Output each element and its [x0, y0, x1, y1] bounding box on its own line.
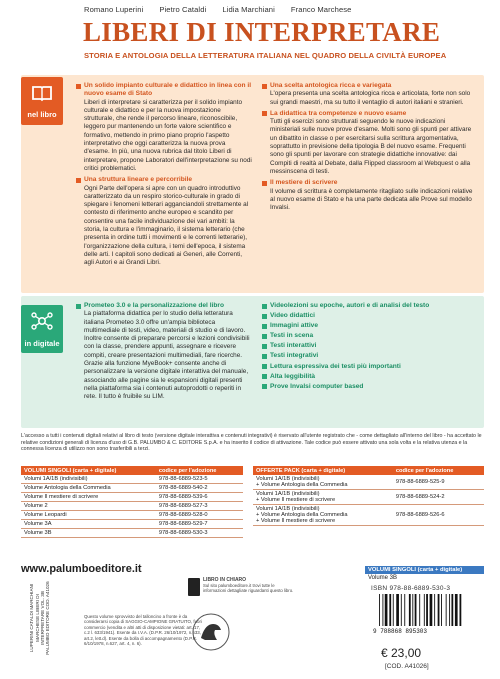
barcode-bar [441, 594, 442, 626]
volume-name: Volume Il mestiere di scrivere [21, 493, 156, 502]
adoption-code: 978-88-6889-528-0 [156, 511, 243, 520]
adoption-code: 978-88-6889-526-6 [393, 505, 484, 526]
barcode-bar [401, 594, 402, 626]
section-body: Liberi di interpretare si caratterizza per il solido impianto culturale e didattico e per la nuova impostazione strutturale, che rende il percorso lineare, riconoscibile, leggero pur mantenendo un forte valore scientifico e formativo, mettendo in primo piano proprio l'aspetto interpretativo che oggi caratterizza la nuova prova d'esame. In più, una nuova rubrica dal titolo Liberi di interpretare, propone Laboratori dell'interpretazione su nodi critici problematici. [84, 98, 252, 172]
legal-notice: Questo volume sprovvisto del talloncino a fronte è da considerarsi copia di SAGGIO-CAMPIONE GRATUITO, fuori commercio (vendita e altri atti di disposizione vietati: art. 17, c.2 l. 633/1941). Esente da I.V.A. (D.P.R. 26/10/1972, n.633, art.2, lett.d). Esente da bolla di accompagnamento (D.P.R. 6/10/1978, n.627, art. 4, n. 6). [84, 614, 202, 647]
volume-name: Volume Leopardi [21, 511, 156, 520]
table-row [21, 484, 243, 493]
nel-libro-label: nel libro [27, 109, 57, 119]
volume-name: Volumi 1A/1B (indivisibili) [21, 475, 156, 484]
adoption-code: 978-88-6889-527-3 [156, 502, 243, 511]
product-code: [COD. A41026] [385, 663, 429, 670]
bullet-square-icon [262, 314, 267, 319]
book-subtitle: STORIA E ANTOLOGIA DELLA LETTERATURA ITALIANA NEL QUADRO DELLA CIVILTÀ EUROPEA [84, 51, 447, 60]
barcode-bar [415, 594, 417, 626]
section-title: Prometeo 3.0 e la personalizzazione del libro [76, 302, 252, 310]
libro-in-chiaro-title: LIBRO IN CHIARO [203, 577, 247, 583]
table-row [21, 511, 243, 520]
bullet-square-icon [262, 374, 267, 379]
section-body: Tutti gli esercizi sono strutturati seguendo le nuove indicazioni ministeriali sulle nuove prove d'esame. Molti sono gli spunti per attivare un dibattito in classe o per esercitarsi sulla scrittura argomentativa, soprattutto in previsione della tipologia B del nuovo esame. Frequenti sono gli spunti per lavorare con strategie didattiche innovative: dai Compiti di realtà al Debate, dalla Flipped classroom al Webquest o alla messinscena di testi. [270, 118, 472, 175]
volume-name: Volume 3B [21, 529, 156, 538]
barcode-bar [438, 594, 440, 626]
bullet-square-icon [262, 111, 267, 116]
section-body: La piattaforma didattica per lo studio della letteratura italiana Prometeo 3.0 offre un'ampia biblioteca multimediale di testi, video, materiali di studio e di lavoro. Inoltre consente di preparare percorsi e lezioni condivisibili con la classe, prendere appunti, assegnare e ricevere compiti, creare presentazioni multimediali, fare ricerche. Grazie alla funzione MyeBook+ consente anche di personalizzare la versione digitale interattiva del manuale, associando alle pagine sia le espansioni digitali presenti nella piattaforma sia i contenuti autoprodotti o reperiti in rete. Il tutto è fruibile su LIM. [84, 310, 250, 401]
section-body: Ogni Parte dell'opera si apre con un quadro introduttivo caratterizzato da un respiro storico-culturale in grado di spiegare i fenomeni letterari agganciandoli strettamente al contesto di riferimento anche europeo e scandito per consentire una facile individuazione dei vari ambiti: la storia, la cultura e l'immaginario, il sistema letterario (che presenta in ordine tutti i movimenti e le correnti letterarie), l'organizzazione della cultura, i temi dell'epoca, il sistema delle arti. I capitoli sono dedicati ai Generi, alle Correnti, agli Autori e ai Grandi Libri. [84, 184, 249, 267]
list-item: Testi in scena [262, 332, 476, 340]
isbn: ISBN 978-88-6889-530-3 [371, 585, 451, 592]
bullet-square-icon [76, 178, 81, 183]
adoption-code: 978-88-6889-539-6 [156, 493, 243, 502]
bullet-square-icon [262, 384, 267, 389]
libro-in-chiaro-logo [188, 578, 200, 596]
barcode-bar [426, 594, 428, 626]
list-item: Videolezioni su epoche, autori e di analisi del testo [262, 302, 476, 310]
pack-contents: Volumi 1A/1B (indivisibili) + Volume Antologia della Commedia + Volume Il mestiere di scrivere [253, 505, 393, 526]
barcode-bar [379, 594, 380, 626]
section-title: Una scelta antologica ricca e variegata [262, 82, 476, 90]
back-volume-header: VOLUMI SINGOLI (carta + digitale) [365, 566, 484, 574]
adoption-code: 978-88-6889-525-9 [393, 475, 484, 490]
author: Franco Marchese [290, 5, 352, 14]
barcode-bar [455, 594, 458, 626]
author: Pietro Cataldi [159, 5, 207, 14]
adoption-code: 978-88-6889-524-2 [393, 490, 484, 505]
barcode-bar [460, 594, 462, 626]
adoption-code: 978-88-6889-530-3 [156, 529, 243, 538]
table-row [21, 502, 243, 511]
table-header: OFFERTE PACK (carta + digitale) [253, 466, 393, 475]
bullet-square-icon [262, 334, 267, 339]
section-body: L'opera presenta una scelta antologica ricca e articolata, forte non solo sui grandi maestri, ma su tutto il ventaglio di autori italiani e stranieri. [270, 90, 471, 106]
table-header-row [253, 466, 484, 475]
bullet-square-icon [262, 344, 267, 349]
in-digitale-right-column [262, 302, 476, 393]
table-row [253, 505, 484, 526]
digital-features-list [262, 302, 476, 391]
barcode-bar [434, 594, 435, 626]
barcode-bar [396, 594, 399, 626]
table-header-row [21, 466, 243, 475]
barcode-bar [389, 594, 391, 626]
volume-name: Volume 3A [21, 520, 156, 529]
table-row [253, 490, 484, 505]
pack-contents: Volumi 1A/1B (indivisibili) + Volume Il mestiere di scrivere [253, 490, 393, 505]
barcode-icon [371, 594, 483, 634]
bullet-square-icon [262, 84, 267, 89]
barcode-bar [446, 594, 447, 626]
adoption-code: 978-88-6889-529-7 [156, 520, 243, 529]
barcode-bar [419, 594, 420, 626]
volume-name: Volume Antologia della Commedia [21, 484, 156, 493]
bullet-square-icon [262, 181, 267, 186]
list-item: Lettura espressiva dei testi più importanti [262, 363, 476, 371]
list-item: Testi integrativi [262, 352, 476, 360]
table-row [21, 493, 243, 502]
table-row [253, 475, 484, 490]
in-digitale-left-column [76, 302, 252, 405]
nel-libro-right-column [262, 82, 476, 215]
in-digitale-tab [21, 305, 63, 353]
offerte-pack-table [253, 466, 484, 526]
table-header: codice per l'adozione [156, 466, 243, 475]
authors [84, 5, 484, 14]
publisher-website[interactable]: www.palumboeditore.it [21, 563, 142, 575]
back-volume-label [365, 566, 484, 582]
barcode-bar [449, 594, 450, 626]
pelican-logo-icon [191, 612, 231, 652]
barcode-bar [424, 594, 425, 626]
libro-in-chiaro [188, 578, 298, 596]
bullet-square-icon [262, 304, 267, 309]
table-row [21, 529, 243, 538]
table-row [21, 520, 243, 529]
pack-contents: Volumi 1A/1B (indivisibili) + Volume Antologia della Commedia [253, 475, 393, 490]
section-title: Un solido impianto culturale e didattico in linea con il nuovo esame di Stato [76, 82, 252, 99]
nel-libro-left-column [76, 82, 252, 271]
access-note: L'accesso a tutti i contenuti digitali relativi al libro di testo (versione digitale interattiva e contenuti integrativi) è riservato all'utente registrato che - come dettagliato all'interno del libro - ha accettato le relative condizioni generali di licenza d'uso di G.B. PALUMBO & C. EDITORE S.p.A. e ha inserito il codice di attivazione. Tale codice può essere attivato una sola volta e la relativa utenza e la connessa licenza di utilizzo non sono trasferibili a terzi. [21, 433, 482, 453]
list-item: Prove Invalsi computer based [262, 383, 476, 391]
section-title: Una struttura lineare e percorribile [76, 176, 252, 184]
barcode-number: 9 788868 895303 [373, 628, 428, 634]
adoption-code: 978-88-6889-523-5 [156, 475, 243, 484]
table-row [21, 475, 243, 484]
bullet-square-icon [76, 84, 81, 89]
list-item: Testi interattivi [262, 342, 476, 350]
palumbo-logo [188, 610, 234, 654]
volumi-singoli-table [21, 466, 243, 538]
table-header: VOLUMI SINGOLI (carta + digitale) [21, 466, 156, 475]
barcode-bar [404, 594, 405, 626]
adoption-code: 978-88-6889-540-2 [156, 484, 243, 493]
list-item: Video didattici [262, 312, 476, 320]
table-header: codice per l'adozione [393, 466, 484, 475]
back-volume-name: Volume 3B [368, 575, 398, 581]
barcode-bar [382, 594, 383, 626]
libro-in-chiaro-text: Sul sito palumboeditore.it trovi tutte le informazioni dettagliate riguardanti questo libro. [203, 583, 294, 594]
author: Romano Luperini [84, 5, 144, 14]
bullet-square-icon [76, 304, 81, 309]
network-icon [30, 311, 54, 336]
author: Lidia Marchiani [222, 5, 275, 14]
book-icon [31, 84, 53, 107]
bullet-square-icon [262, 324, 267, 329]
price: € 23,00 [381, 646, 422, 660]
list-item: Alta leggibilità [262, 373, 476, 381]
section-body: Il volume di scrittura è completamente ritagliato sulle indicazioni relative al nuovo esame di Stato e ha una parte dedicata alle Prove sul modello Invalsi. [270, 187, 473, 212]
barcode-bar [430, 594, 433, 626]
bullet-square-icon [262, 364, 267, 369]
spine-label: LUPERINI CATALDI MARCHIANI MARCHESE LIBERI DI INTERPRETARE VOL. 3B PALUMBO EDITORE COD. A41026 [29, 581, 51, 655]
book-title: LIBERI DI INTERPRETARE [83, 17, 441, 47]
list-item: Immagini attive [262, 322, 476, 330]
barcode-bar [412, 594, 413, 626]
section-title: La didattica tra competenze e nuovo esame [262, 110, 476, 118]
nel-libro-tab [21, 77, 63, 125]
in-digitale-label: in digitale [24, 338, 60, 348]
barcode-bar [409, 594, 411, 626]
bullet-square-icon [262, 354, 267, 359]
barcode-bar [451, 594, 453, 626]
volume-name: Volume 2 [21, 502, 156, 511]
barcode-bar [385, 594, 388, 626]
barcode-bar [393, 594, 394, 626]
section-title: Il mestiere di scrivere [262, 179, 476, 187]
